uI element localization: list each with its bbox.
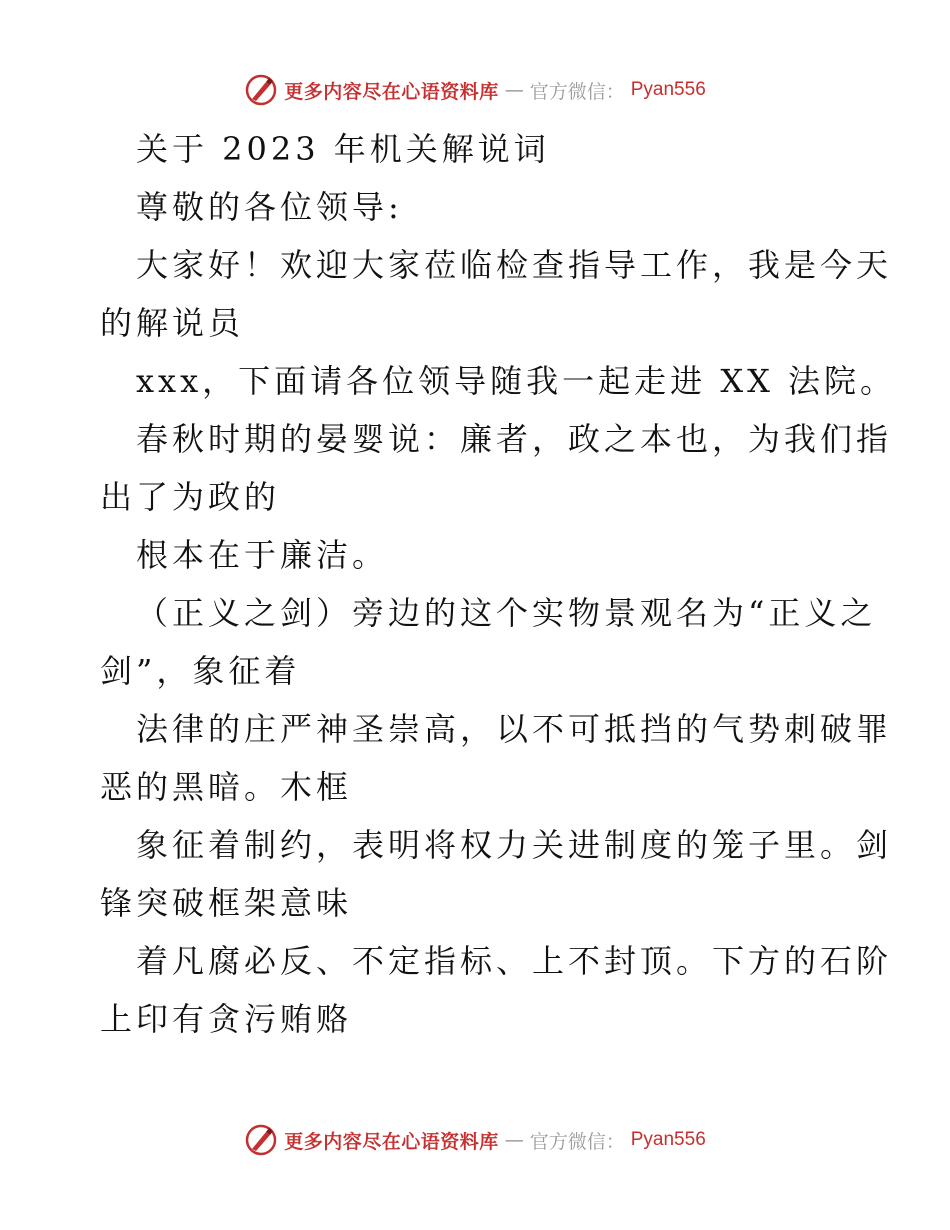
watermark-label: 官方微信：	[529, 1130, 625, 1153]
document-line: 尊敬的各位领导:	[136, 188, 403, 226]
watermark-separator: —	[504, 79, 524, 101]
document-body	[100, 120, 897, 1048]
watermark-account: Pyan556	[630, 79, 706, 100]
document-line: 剑”，象征着	[100, 652, 301, 690]
watermark-text: 更多内容尽在心语资料库	[284, 80, 499, 103]
document-line: （正义之剑）旁边的这个实物景观名为“正义之	[136, 594, 877, 632]
pen-circle-logo-icon	[244, 1123, 278, 1157]
page-header-watermark	[0, 70, 950, 110]
document-line: 着凡腐必反、不定指标、上不封顶。下方的石阶	[136, 942, 893, 980]
pen-circle-logo-icon	[244, 73, 278, 107]
page-footer-watermark	[0, 1120, 950, 1160]
watermark-text: 更多内容尽在心语资料库	[284, 1130, 499, 1153]
document-line: xxx，下面请各位领导随我一起走进 XX 法院。	[136, 362, 897, 400]
document-line: 法律的庄严神圣崇高，以不可抵挡的气势刺破罪	[136, 710, 893, 748]
watermark-separator: —	[504, 1129, 524, 1151]
document-line: 的解说员	[100, 304, 245, 342]
document-line: 上印有贪污贿赂	[100, 1000, 353, 1038]
document-line: 根本在于廉洁。	[136, 536, 389, 574]
document-line: 大家好！欢迎大家莅临检查指导工作，我是今天	[136, 246, 893, 284]
document-line: 恶的黑暗。木框	[100, 768, 353, 806]
watermark-account: Pyan556	[630, 1129, 706, 1150]
document-line: 锋突破框架意味	[100, 884, 353, 922]
document-line: 春秋时期的晏婴说：廉者，政之本也，为我们指	[136, 420, 893, 458]
document-title: 关于 2023 年机关解说词	[136, 130, 550, 168]
document-line: 出了为政的	[100, 478, 281, 516]
watermark-label: 官方微信：	[529, 80, 625, 103]
document-line: 象征着制约，表明将权力关进制度的笼子里。剑	[136, 826, 893, 864]
